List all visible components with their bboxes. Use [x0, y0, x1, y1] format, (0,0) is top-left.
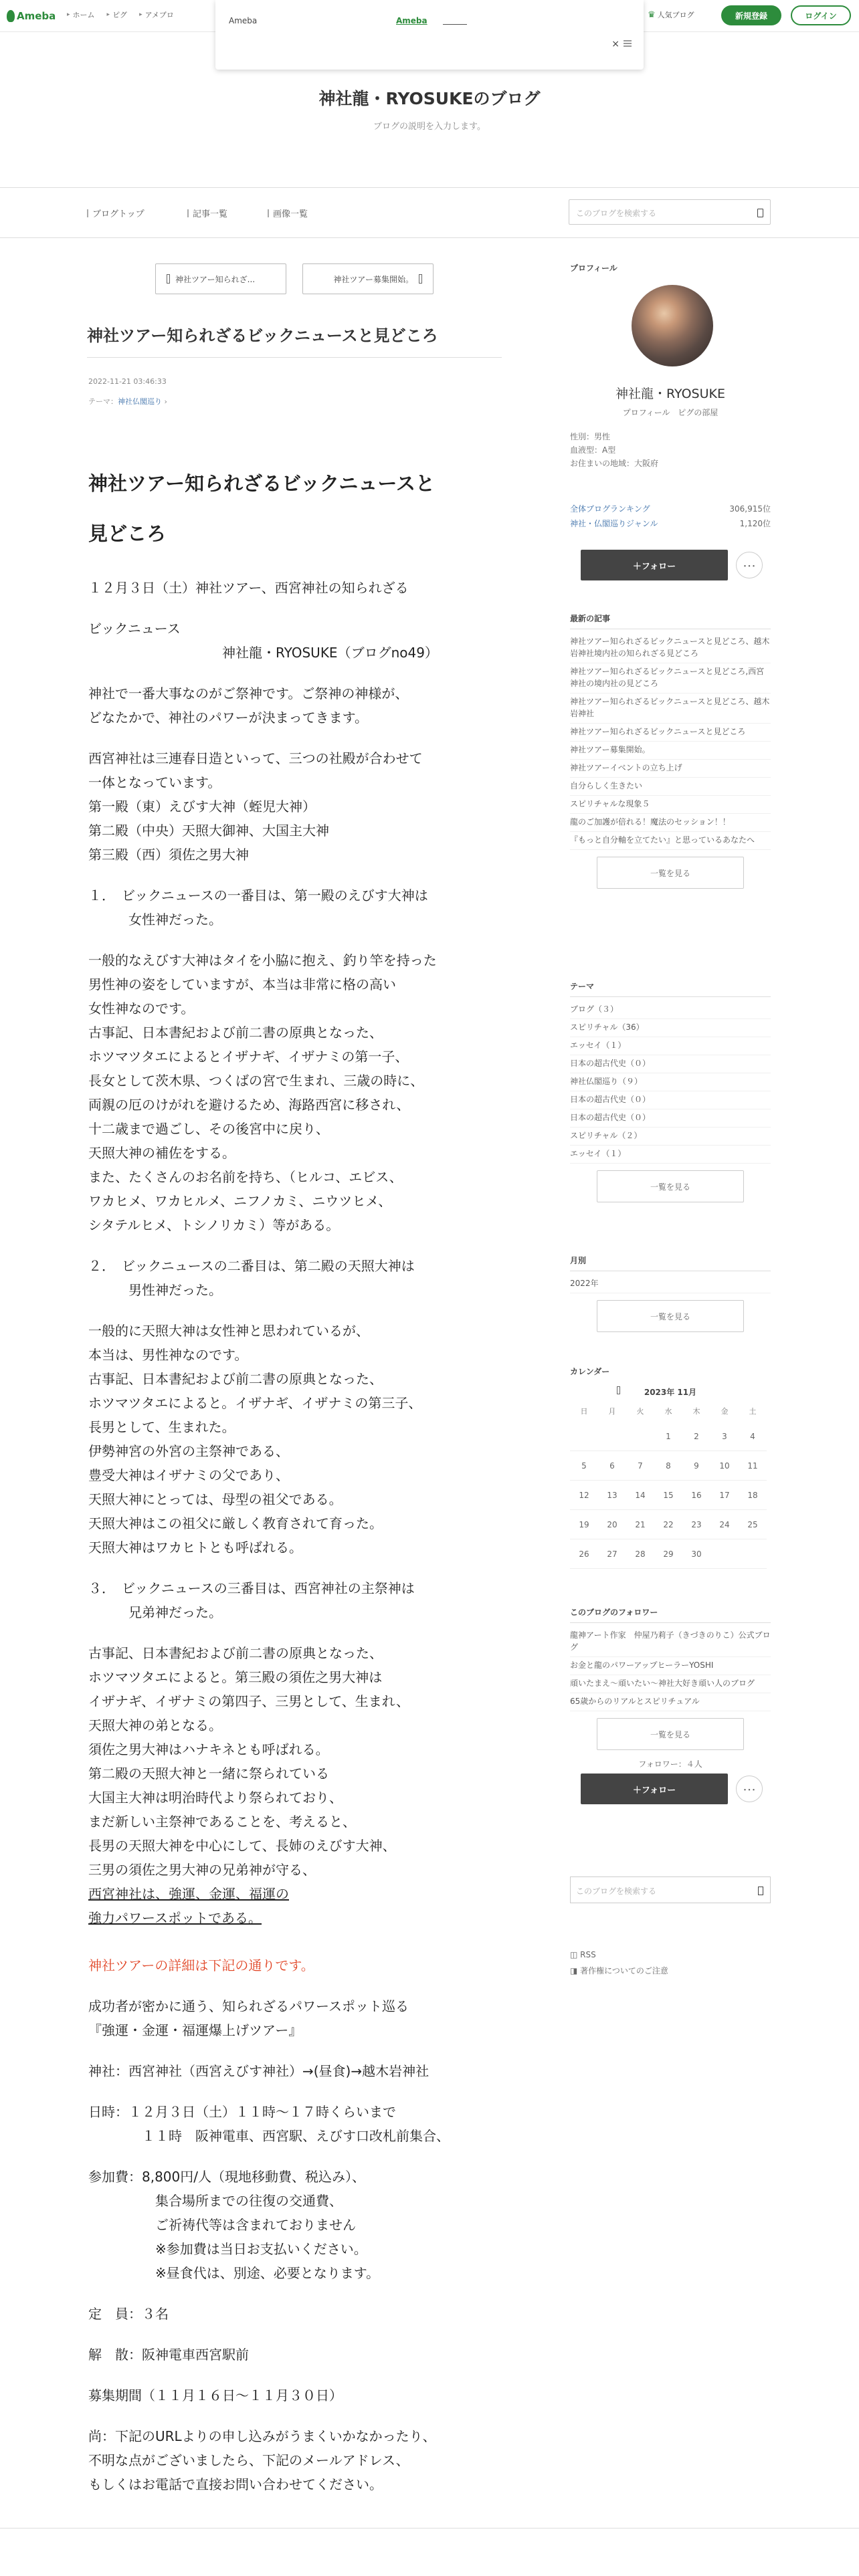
divider: [570, 1622, 771, 1623]
follow-button-bottom[interactable]: ＋フォロー: [581, 1774, 728, 1804]
monthly-heading: 月別: [570, 1256, 587, 1265]
monthly-more-button[interactable]: 一覧を見る: [597, 1300, 744, 1332]
theme-item[interactable]: 神社仏閣巡り（９）: [570, 1073, 771, 1091]
title-divider: [87, 357, 502, 358]
profile-region: お住まいの地域：大阪府: [570, 459, 659, 468]
next-entry-label: 神社ツアー募集開始。: [333, 274, 413, 284]
next-entry-button[interactable]: [302, 263, 434, 294]
paragraph: ３． ビックニュースの三番目は、西宮神社の主祭神は 兄弟神だった。: [88, 1580, 415, 1620]
month-item[interactable]: 2022年: [570, 1275, 771, 1293]
entry-title[interactable]: 神社ツアー知られざるビックニュースと見どころ: [87, 326, 438, 345]
calendar-day: 23: [682, 1510, 710, 1539]
calendar-day: 13: [598, 1481, 626, 1510]
global-nav: [67, 9, 174, 20]
calendar-day: [626, 1422, 654, 1451]
calendar-day: 21: [626, 1510, 654, 1539]
login-button[interactable]: ログイン: [791, 5, 851, 25]
paragraph: １２月３日（土）神社ツアー、西宮神社の知られざる: [88, 580, 409, 596]
paragraph: 一般的なえびす大神はタイを小脇に抱え、釣り竿を持った 男性神の姿をしていますが、本当は非常に格の高い 女性神なのです。 古事記、日本書紀および前二書の原典となった、 ホツマツタエによるとイザナギ、イザナミの第一子、 長女として茨木県、つくばの宮で生まれ、三歳の時に、 両親の厄のけがれを避けるため、海路西宮に移され、 十二歳まで過ごし、その後宮中に戻り、 天照大神の補佐をする。 また、たくさんのお名前を持ち、（ヒルコ、エビス、 ワカヒメ、ワカヒルメ、ニフノカミ、ニウツヒメ、 シタテルヒメ、トシノリカミ）等がある。: [88, 952, 437, 1233]
prev-entry-label: 神社ツアー知られざ...: [175, 274, 256, 284]
calendar-day: 29: [654, 1539, 682, 1569]
calendar-weekday: 月: [608, 1407, 616, 1416]
divider: [570, 996, 771, 997]
calendar-day: [710, 1539, 739, 1569]
paragraph: 日時：１２月３日（土）１１時～１７時くらいまで １１時 阪神電車、西宮駅、えびす口改札前集合、: [88, 2104, 450, 2144]
chevron-left-icon: [167, 274, 170, 284]
calendar-day: 5: [570, 1451, 598, 1481]
theme-item[interactable]: 日本の超古代史（０）: [570, 1055, 771, 1073]
paragraph: 解 散：阪神電車西宮駅前: [88, 2347, 249, 2363]
recent-item[interactable]: 『もっと自分軸を立てたい』と思っているあなたへ: [570, 832, 771, 850]
calendar-day: 18: [739, 1481, 767, 1510]
theme-more-button[interactable]: 一覧を見る: [597, 1170, 744, 1202]
theme-item[interactable]: 日本の超古代史（０）: [570, 1109, 771, 1128]
calendar-day: 19: [570, 1510, 598, 1539]
calendar-day: 1: [654, 1422, 682, 1451]
calendar-grid: [570, 1402, 771, 1569]
nav-ameblo[interactable]: ▸ アメブロ: [139, 9, 174, 20]
rss-icon: ◫: [570, 1950, 581, 1959]
follower-item[interactable]: 頑いたまえ～頑いたい～神社大好き頑い人のブログ: [570, 1675, 771, 1693]
calendar-weekday: 水: [664, 1407, 672, 1416]
paragraph: 西宮神社は三連春日造といって、三つの社殿が合わせて 一体となっています。 第一殿（東）えびす大神（蛭児大神） 第二殿（中央）天照大御神、大国主大神 第三殿（西）須佐之男大神: [88, 750, 423, 863]
profile-heading: プロフィール: [570, 263, 617, 273]
copyright-link[interactable]: [570, 1965, 771, 1976]
theme-item[interactable]: 日本の超古代史（０）: [570, 1091, 771, 1109]
rank-overall: [570, 503, 771, 514]
calendar-month: [570, 1386, 771, 1398]
paragraph: 成功者が密かに通う、知られざるパワースポット巡る 『強運・金運・福運爆上げツアー』: [88, 1998, 409, 2038]
calendar-day: 7: [626, 1451, 654, 1481]
calendar-day: 20: [598, 1510, 626, 1539]
calendar-weekday: 土: [749, 1407, 757, 1416]
paragraph: 神社で一番大事なのがご祭神です。ご祭神の神様が、 どなたかで、神社のパワーが決まってきます。: [88, 685, 409, 726]
paragraph: 定 員：３名: [88, 2306, 169, 2322]
calendar-day: [739, 1539, 767, 1569]
calendar-day: 17: [710, 1481, 739, 1510]
calendar-day: [570, 1422, 598, 1451]
account-popup: [215, 0, 644, 70]
popup-ameba-link[interactable]: Ameba: [396, 16, 427, 25]
theme-item[interactable]: エッセイ（１）: [570, 1146, 771, 1164]
sidebar-search-input[interactable]: [570, 1876, 771, 1903]
follower-count: フォロワー：４人: [638, 1759, 702, 1769]
close-icon[interactable]: ×: [611, 39, 619, 49]
profile-blood-type: 血液型：A型: [570, 445, 616, 455]
calendar-day: 30: [682, 1539, 710, 1569]
recent-item[interactable]: 神社ツアー知られざるビックニュースと見どころ、越木岩神社: [570, 693, 771, 724]
follower-item[interactable]: お金と龍のパワーアップヒーラーYOSHI: [570, 1657, 771, 1675]
followers-more-button[interactable]: 一覧を見る: [597, 1718, 744, 1750]
calendar-weekday: 日: [580, 1407, 588, 1416]
theme-label: テーマ：: [88, 397, 118, 406]
footer-divider: [0, 2528, 859, 2529]
followers-heading: このブログのフォロワー: [570, 1608, 658, 1617]
calendar-weekday: 木: [692, 1407, 700, 1416]
blog-description: ブログの説明を入力します。: [373, 122, 486, 132]
recent-item[interactable]: 神社ツアー募集開始。: [570, 742, 771, 760]
calendar-day: 2: [682, 1422, 710, 1451]
recent-item[interactable]: 自分らしく生きたい: [570, 778, 771, 796]
followers-section: [570, 1606, 771, 1814]
blog-search-input[interactable]: [569, 199, 771, 225]
ranking-link[interactable]: [648, 9, 694, 20]
popup-underline: [443, 24, 467, 25]
paragraph: 一般的に天照大神は女性神と思われているが、 本当は、男性神なのです。 古事記、日本書紀および前二書の原典となった、 ホツマツタエによると。イザナギ、イザナミの第三子、 長男として、生まれた。 伊勢神宮の外宮の主祭神である、 豊受大神はイザナミの父であり、 天照大神にとっては、母型の祖父である。 天照大神はこの祖父に厳しく教育されて育った。 天照大神はワカヒトとも呼ばれる。: [88, 1323, 422, 1555]
recent-entries: [570, 613, 771, 889]
calendar-weekday: 金: [721, 1407, 729, 1416]
nav-pigg[interactable]: ▸ ピグ: [107, 9, 128, 20]
logo-text: Ameba: [17, 10, 56, 22]
prev-entry-button[interactable]: [155, 263, 286, 294]
blog-subnav: [0, 187, 859, 238]
calendar-day: 16: [682, 1481, 710, 1510]
calendar-day: 10: [710, 1451, 739, 1481]
menu-icon[interactable]: [624, 40, 632, 47]
paragraph: 募集期間（１１月１６日～１１月３０日）: [88, 2387, 343, 2403]
calendar-day: 27: [598, 1539, 626, 1569]
recent-item[interactable]: 神社ツアーイベントの立ち上げ: [570, 760, 771, 778]
calendar-day: 25: [739, 1510, 767, 1539]
theme-heading: テーマ: [570, 982, 595, 991]
more-options-button-bottom[interactable]: ･･･: [736, 1776, 763, 1802]
chevron-right-icon: [419, 274, 422, 284]
paragraph: 尚：下記のURLよりの申し込みがうまくいかなかったり、 不明な点がございましたら、下記のメールアドレス、 もしくはお電話で直接お問い合わせてください。: [88, 2428, 436, 2492]
calendar-day: 3: [710, 1422, 739, 1451]
paragraph: 神社：西宮神社（西宮えびす神社）→(昼食)→越木岩神社: [88, 2063, 430, 2079]
recent-item[interactable]: スピリチャルな現象５: [570, 796, 771, 814]
rank-genre-link[interactable]: 神社・仏閣巡りジャンル: [570, 519, 658, 528]
recent-item[interactable]: 神社ツアー知られざるビックニュースと見どころ: [570, 724, 771, 742]
popup-account-label: Ameba: [229, 16, 258, 25]
calendar: [570, 1366, 771, 1569]
recent-heading: 最新の記事: [570, 614, 611, 623]
rss-link[interactable]: [570, 1950, 771, 1959]
calendar-day: 24: [710, 1510, 739, 1539]
profile-links[interactable]: プロフィール ピグの部屋: [622, 408, 719, 417]
recent-item[interactable]: 神社ツアー知られざるビックニュースと見どころ、越木岩神社境内社の知られざる見どころ: [570, 633, 771, 663]
calendar-day: 28: [626, 1539, 654, 1569]
follower-item[interactable]: 龍神アート作家 仲屋乃莉子（きづきのりこ）公式ブログ: [570, 1627, 771, 1657]
avatar[interactable]: [632, 285, 713, 366]
paragraph: 古事記、日本書紀および前二書の原典となった、 ホツマツタエによると。第三殿の須佐之男大神は イザナギ、イザナミの第四子、三男として、生まれ、 天照大神の弟となる。 須佐之男大神はハナキネとも呼ばれる。 第二殿の天照大神と一緒に祭られている 大国主大神は明治時代より祭られており、 まだ新しい主祭神であることを、考えると、 長男の天照大神を中心にして、長姉のえびす大神、 三男の須佐之男大神の兄弟神が守る、: [88, 1645, 409, 1878]
calendar-day: 12: [570, 1481, 598, 1510]
rank-genre: [570, 518, 771, 529]
calendar-day: 8: [654, 1451, 682, 1481]
entry-date: 2022-11-21 03:46:33: [88, 377, 167, 386]
crown-icon: ♛: [648, 9, 656, 20]
red-heading: 神社ツアーの詳細は下記の通りです。: [88, 1957, 314, 1973]
calendar-day: 14: [626, 1481, 654, 1510]
more-options-button[interactable]: ･･･: [736, 552, 763, 578]
calendar-heading: カレンダー: [570, 1367, 610, 1376]
nav-blog-top[interactable]: ブログトップ: [87, 207, 145, 219]
entry-theme: テーマ：神社仏閣巡り ›: [88, 397, 167, 406]
paragraph: ２． ビックニュースの二番目は、第二殿の天照大神は 男性神だった。: [88, 1258, 415, 1298]
search-icon[interactable]: [758, 1887, 763, 1895]
monthly-archive: [570, 1255, 771, 1332]
article-body: [88, 459, 516, 2513]
calendar-day: 15: [654, 1481, 682, 1510]
ameba-logo-icon: [7, 10, 15, 22]
underlined-paragraph: 西宮神社は、強運、金運、福運の 強力パワースポットである。: [88, 1886, 289, 1926]
calendar-day: 26: [570, 1539, 598, 1569]
theme-item[interactable]: スピリチャル（36）: [570, 1019, 771, 1037]
profile-gender: 性別：男性: [570, 432, 611, 441]
article-heading: 神社ツアー知られざるビックニュースと 見どころ: [88, 472, 435, 545]
profile-name[interactable]: 神社龍・RYOSUKE: [615, 387, 725, 401]
recent-item[interactable]: 神社ツアー知られざるビックニュースと見どころ,西宮神社の境内社の見どころ: [570, 663, 771, 693]
recent-item[interactable]: 龍のご加護が倍れる！魔法のセッション！！: [570, 814, 771, 832]
search-placeholder: このブログを検索する: [576, 1887, 657, 1896]
follower-item[interactable]: 65歳からのリアルとスピリチュアル: [570, 1693, 771, 1711]
calendar-month-label: 2023年 11月: [644, 1388, 697, 1397]
calendar-weekday: 火: [636, 1407, 644, 1416]
register-button[interactable]: 新規登録: [721, 5, 781, 25]
rank-overall-link[interactable]: 全体ブログランキング: [570, 504, 650, 514]
calendar-day: 11: [739, 1451, 767, 1481]
copyright-label: 著作権についてのご注意: [580, 1966, 668, 1975]
theme-list: [570, 980, 771, 1202]
theme-item[interactable]: ブログ（３）: [570, 1001, 771, 1019]
rank-genre-value: 1,120位: [739, 519, 771, 528]
paragraph: 参加費：8,800円/人（現地移動費、税込み）、 集合場所までの往復の交通費、 ご祈祷代等は含まれておりません ※参加費は当日お支払いください。 ※昼食代は、別途、必要となります。: [88, 2169, 380, 2281]
blog-title[interactable]: 神社龍・RYOSUKEのブログ: [318, 89, 541, 108]
theme-item[interactable]: スピリチャル（２）: [570, 1128, 771, 1146]
search-icon[interactable]: [757, 209, 763, 217]
nav-image-list[interactable]: 画像一覧: [268, 207, 308, 219]
search-placeholder: このブログを検索する: [576, 209, 657, 218]
sidebar-search: [570, 1876, 771, 1903]
ameba-logo[interactable]: [7, 7, 56, 25]
sidebar-links: [570, 1950, 771, 1976]
calendar-day: 6: [598, 1451, 626, 1481]
rank-overall-value: 306,915位: [729, 504, 771, 514]
theme-item[interactable]: エッセイ（１）: [570, 1037, 771, 1055]
info-icon: ◨: [570, 1966, 581, 1975]
calendar-day: 9: [682, 1451, 710, 1481]
nav-entry-list[interactable]: 記事一覧: [187, 207, 227, 219]
nav-home[interactable]: ▸ ホーム: [67, 9, 95, 20]
paragraph: １． ビックニュースの一番目は、第一殿のえびす大神は 女性神だった。: [88, 887, 428, 928]
chevron-left-icon[interactable]: [617, 1386, 620, 1394]
follow-button[interactable]: ＋フォロー: [581, 550, 728, 580]
calendar-day: 22: [654, 1510, 682, 1539]
ranking-label: 人気ブログ: [657, 11, 694, 19]
theme-link[interactable]: 神社仏閣巡り: [118, 397, 162, 406]
paragraph: ビックニュース 神社龍・RYOSUKE（ブログno49）: [88, 621, 438, 661]
calendar-day: 4: [739, 1422, 767, 1451]
calendar-day: [598, 1422, 626, 1451]
recent-more-button[interactable]: 一覧を見る: [597, 857, 744, 889]
rss-label: RSS: [580, 1950, 596, 1959]
